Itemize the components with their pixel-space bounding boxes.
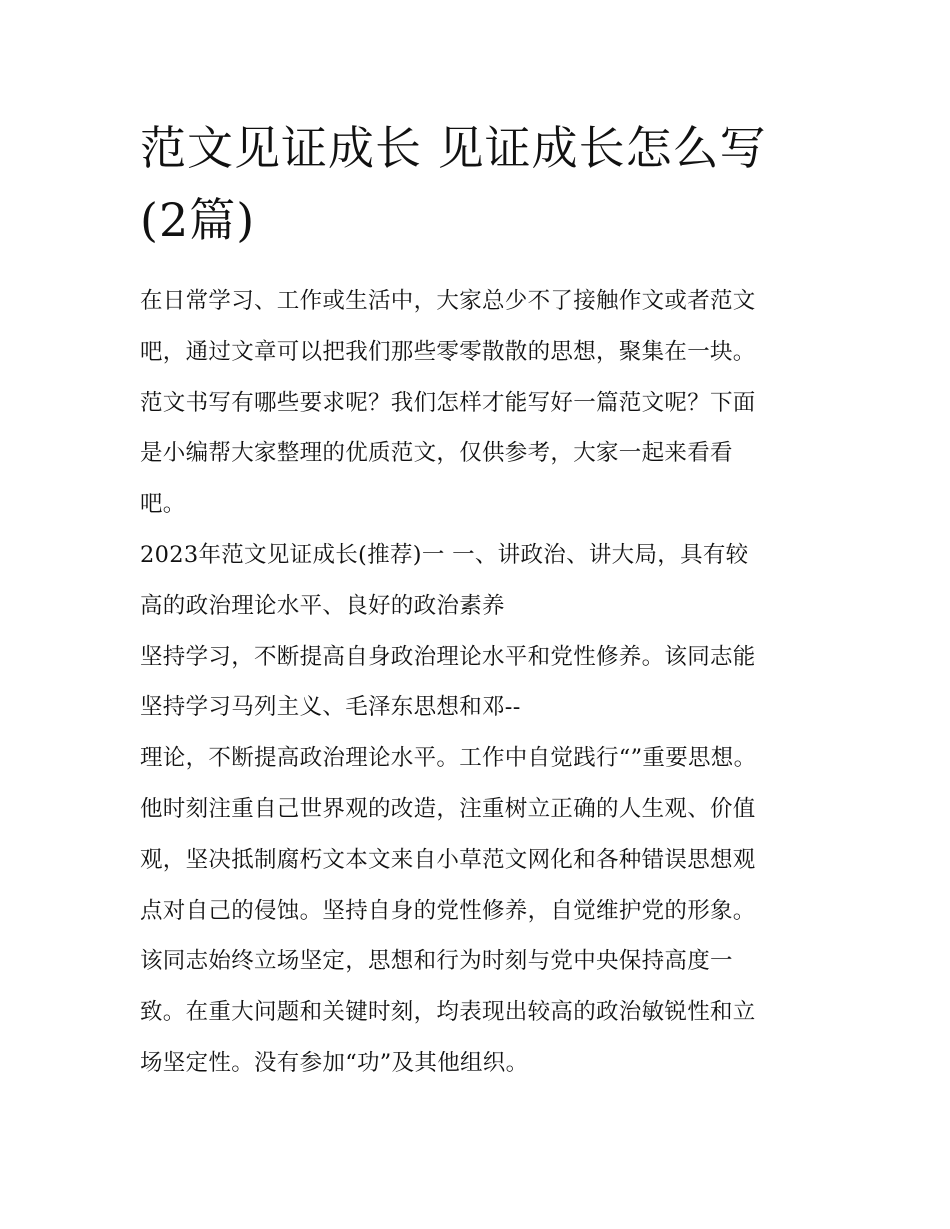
text-line: 范文书写有哪些要求呢？我们怎样才能写好一篇范文呢？下面 [140,389,756,416]
page-title [140,112,820,256]
text-line: 场坚定性。没有参加“功”及其他组织。 [140,1049,529,1076]
text-line: 他时刻注重自己世界观的改造，注重树立正确的人生观、价值 [140,795,756,822]
text-line: 理论，不断提高政治理论水平。工作中自觉践行“”重要思想。 [140,745,757,772]
title-line: 范文见证成长 见证成长怎么写 [140,121,767,175]
body-text [140,281,830,1094]
text-line: 坚持学习马列主义、毛泽东思想和邓-- [140,694,521,721]
title-line: (2篇) [140,193,256,247]
text-line: 2023年范文见证成长(推荐)一 一、讲政治、讲大局，具有较 [140,541,749,568]
text-line: 该同志始终立场坚定，思想和行为时刻与党中央保持高度一 [140,948,733,975]
text-line: 点对自己的侵蚀。坚持自身的党性修养，自觉维护党的形象。 [140,897,756,924]
text-line: 吧，通过文章可以把我们那些零零散散的思想，聚集在一块。 [140,338,756,365]
text-line: 吧。 [140,491,186,518]
text-line: 坚持学习，不断提高自身政治理论水平和党性修养。该同志能 [140,643,756,670]
text-line: 高的政治理论水平、良好的政治素养 [140,592,505,619]
text-line: 是小编帮大家整理的优质范文，仅供参考，大家一起来看看 [140,440,733,467]
text-line: 观，坚决抵制腐朽文本文来自小草范文网化和各种错误思想观 [140,846,756,873]
text-line: 在日常学习、工作或生活中，大家总少不了接触作文或者范文 [140,288,756,314]
text-line: 致。在重大问题和关键时刻，均表现出较高的政治敏锐性和立 [140,999,756,1026]
